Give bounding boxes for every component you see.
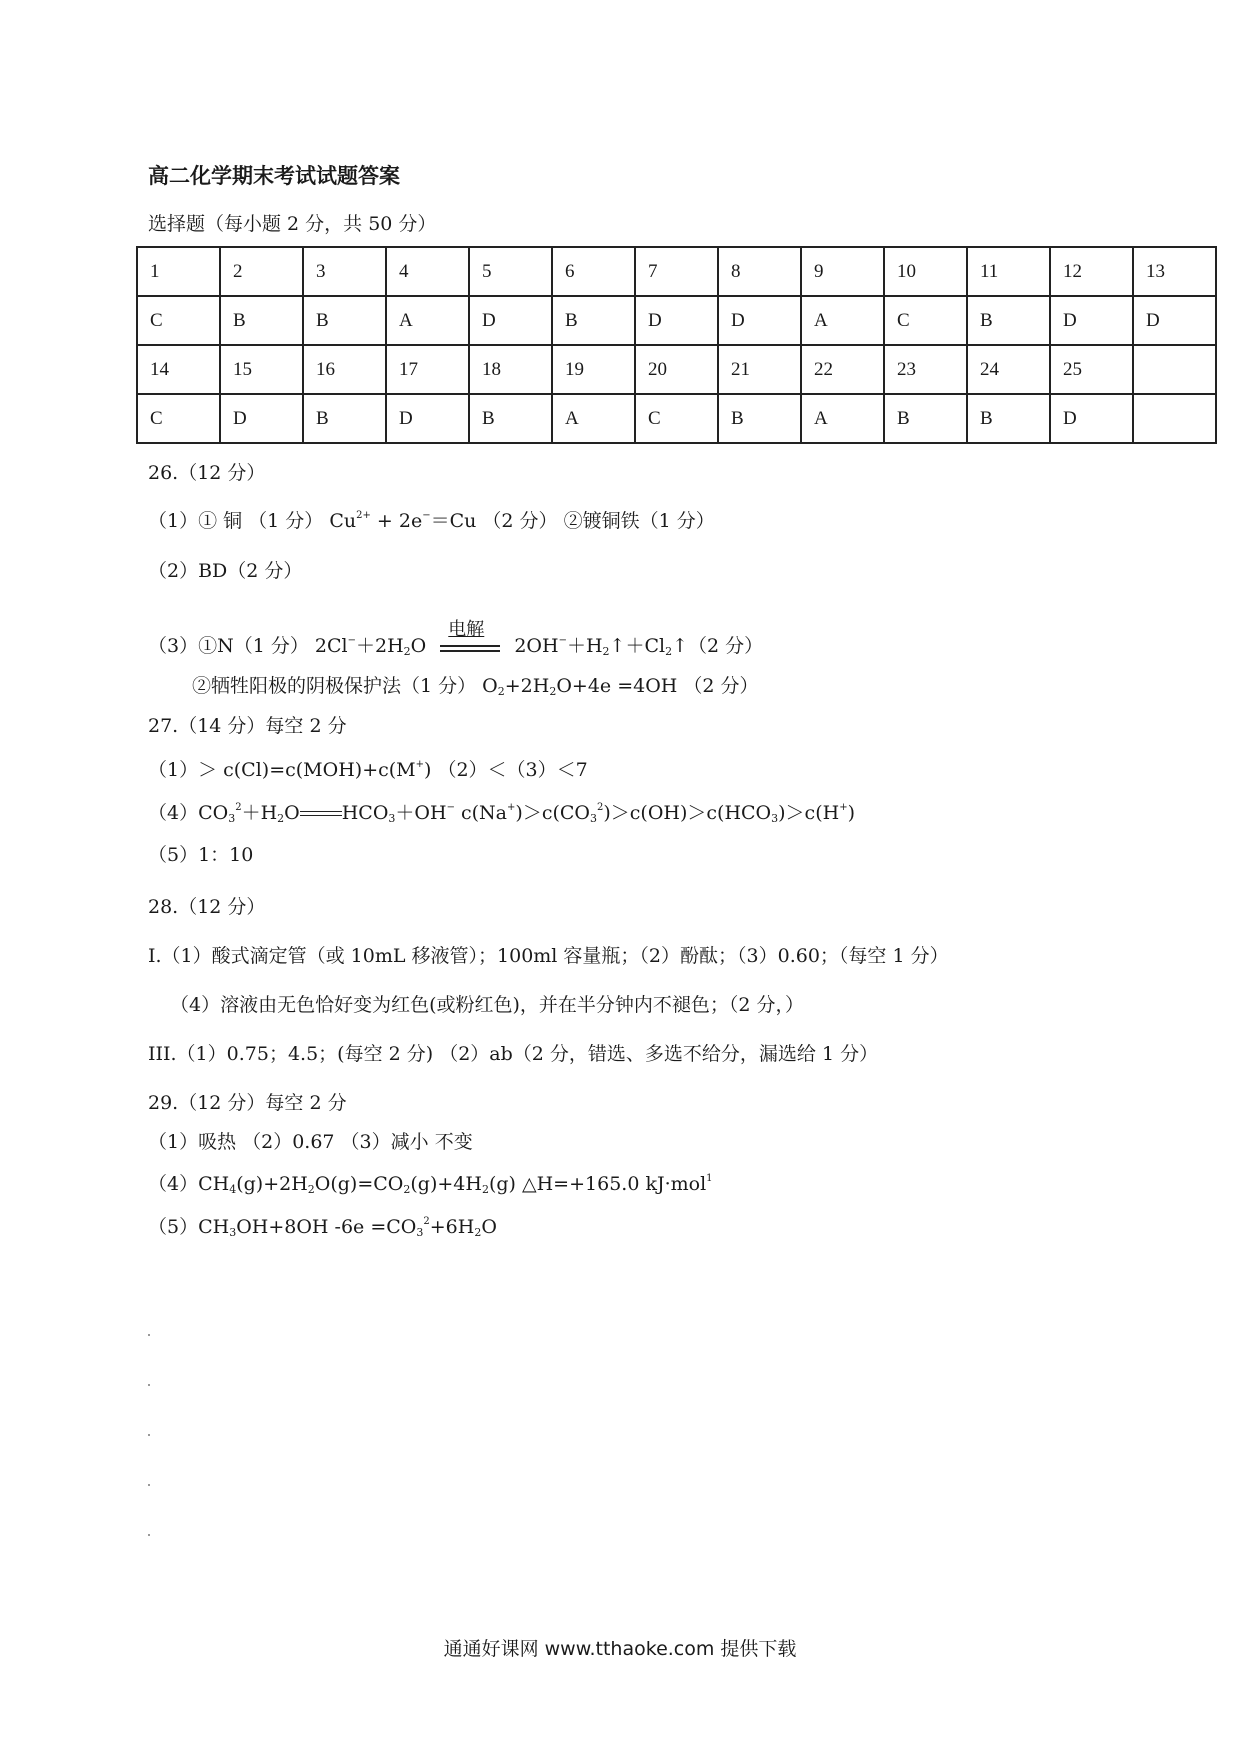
answer-cell: B [967, 394, 1050, 443]
mc-heading: 选择题（每小题 2 分，共 50 分） [148, 213, 437, 235]
question-number-cell: 15 [220, 345, 303, 394]
answer-cell: C [137, 394, 220, 443]
answer-cell: B [303, 394, 386, 443]
question-number-cell: 17 [386, 345, 469, 394]
footer-source: 通通好课网 www.tthaoke.com 提供下载 [443, 1638, 797, 1660]
answer-cell: C [884, 296, 967, 345]
answer-cell: D [718, 296, 801, 345]
paragraph-mark [148, 1534, 150, 1536]
answer-cell [1133, 394, 1216, 443]
paragraph-mark [148, 1484, 150, 1486]
q26-heading: 26.（12 分） [148, 462, 266, 484]
q27-line2: $(4)CO_3^2+H_2O$ $HCO_3+OH^-$ $c(Na^+)>c(CO_3^2)>c(OH)>c(HCO_3)>c(H^+)$ [148, 802, 855, 825]
answer-cell: B [718, 394, 801, 443]
answer-cell: D [386, 394, 469, 443]
answer-cell: D [1133, 296, 1216, 345]
question-number-cell: 20 [635, 345, 718, 394]
electrolysis-sign: 电解 [440, 641, 500, 652]
question-number-cell [1133, 345, 1216, 394]
paragraph-mark [148, 1384, 150, 1386]
question-number-cell: 23 [884, 345, 967, 394]
answer-cell: A [801, 394, 884, 443]
q26-line1: （1）① 铜 （1 分） $Cu^{2+} + 2e^-=Cu$ （2 分） ②镀铜铁（1 分） [148, 510, 715, 532]
question-number-cell: 19 [552, 345, 635, 394]
question-number-cell: 12 [1050, 247, 1133, 296]
paragraph-mark [148, 1334, 150, 1336]
q27-heading: 27.（14 分）每空 2 分 [148, 715, 347, 737]
q28-heading: 28.（12 分） [148, 896, 266, 918]
question-number-cell: 16 [303, 345, 386, 394]
answer-cell: D [635, 296, 718, 345]
question-number-cell: 14 [137, 345, 220, 394]
answer-cell: C [137, 296, 220, 345]
answer-cell: B [884, 394, 967, 443]
answer-cell: A [386, 296, 469, 345]
question-number-cell: 4 [386, 247, 469, 296]
q29-line2: $(4)CH_4(g)+2H_2O(g)=CO_2(g)+4H_2(g)$ △H=+165.0 kJ·mol$^1$ [148, 1173, 713, 1196]
question-number-cell: 10 [884, 247, 967, 296]
question-number-row [137, 247, 1216, 296]
page-title: 高二化学期末考试试题答案 [148, 163, 400, 188]
question-number-cell: 2 [220, 247, 303, 296]
answer-row [137, 296, 1216, 345]
q27-line3: （5）1：10 [148, 844, 254, 866]
answer-row [137, 394, 1216, 443]
question-number-row [137, 345, 1216, 394]
answer-cell: B [469, 394, 552, 443]
answer-cell: D [1050, 394, 1133, 443]
q28-line1: I.（1）酸式滴定管（或 10mL 移液管）；100ml 容量瓶；（2）酚酞；（3）0.60；（每空 1 分） [148, 945, 949, 967]
q29-heading: 29.（12 分）每空 2 分 [148, 1092, 347, 1114]
q29-line1: （1）吸热 （2）0.67 （3）减小 不变 [148, 1131, 473, 1153]
q26-line4: ②牺牲阳极的阴极保护法（1 分） $O_2+2H_2O+4e =4OH$ （2 分） [192, 675, 759, 698]
q27-line1: （1）＞ c(Cl)=c(MOH)+c(M+) （2）＜（3）＜7 [148, 759, 588, 781]
question-number-cell: 1 [137, 247, 220, 296]
answer-cell: D [220, 394, 303, 443]
answer-cell: B [552, 296, 635, 345]
question-number-cell: 25 [1050, 345, 1133, 394]
answer-cell: A [801, 296, 884, 345]
question-number-cell: 22 [801, 345, 884, 394]
answer-table [136, 246, 1217, 444]
question-number-cell: 3 [303, 247, 386, 296]
q26-line2: （2）BD（2 分） [148, 560, 303, 582]
question-number-cell: 9 [801, 247, 884, 296]
question-number-cell: 21 [718, 345, 801, 394]
question-number-cell: 13 [1133, 247, 1216, 296]
answer-cell: C [635, 394, 718, 443]
paragraph-mark [148, 1434, 150, 1436]
question-number-cell: 5 [469, 247, 552, 296]
q26-line3: （3）①N（1 分） $2Cl^-+2H_2O$ 电解 $2OH^-+H_2↑+Cl_2↑(2$ 分） [148, 619, 764, 658]
answer-cell: B [220, 296, 303, 345]
question-number-cell: 7 [635, 247, 718, 296]
answer-cell: B [303, 296, 386, 345]
question-number-cell: 24 [967, 345, 1050, 394]
reversible-arrow-icon [300, 810, 342, 818]
answer-cell: D [469, 296, 552, 345]
q28-line2: （4）溶液由无色恰好变为红色(或粉红色)，并在半分钟内不褪色；（2 分，） [170, 994, 805, 1016]
q29-line3: $(5)CH_3OH+8OH$ $-6e =CO_3^2+6H_2O$ [148, 1216, 497, 1239]
q28-line3: III.（1）0.75；4.5；(每空 2 分) （2）ab（2 分，错选、多选不给分，漏选给 1 分） [148, 1043, 879, 1065]
question-number-cell: 11 [967, 247, 1050, 296]
answer-cell: B [967, 296, 1050, 345]
question-number-cell: 6 [552, 247, 635, 296]
question-number-cell: 8 [718, 247, 801, 296]
question-number-cell: 18 [469, 345, 552, 394]
answer-cell: A [552, 394, 635, 443]
answer-cell: D [1050, 296, 1133, 345]
